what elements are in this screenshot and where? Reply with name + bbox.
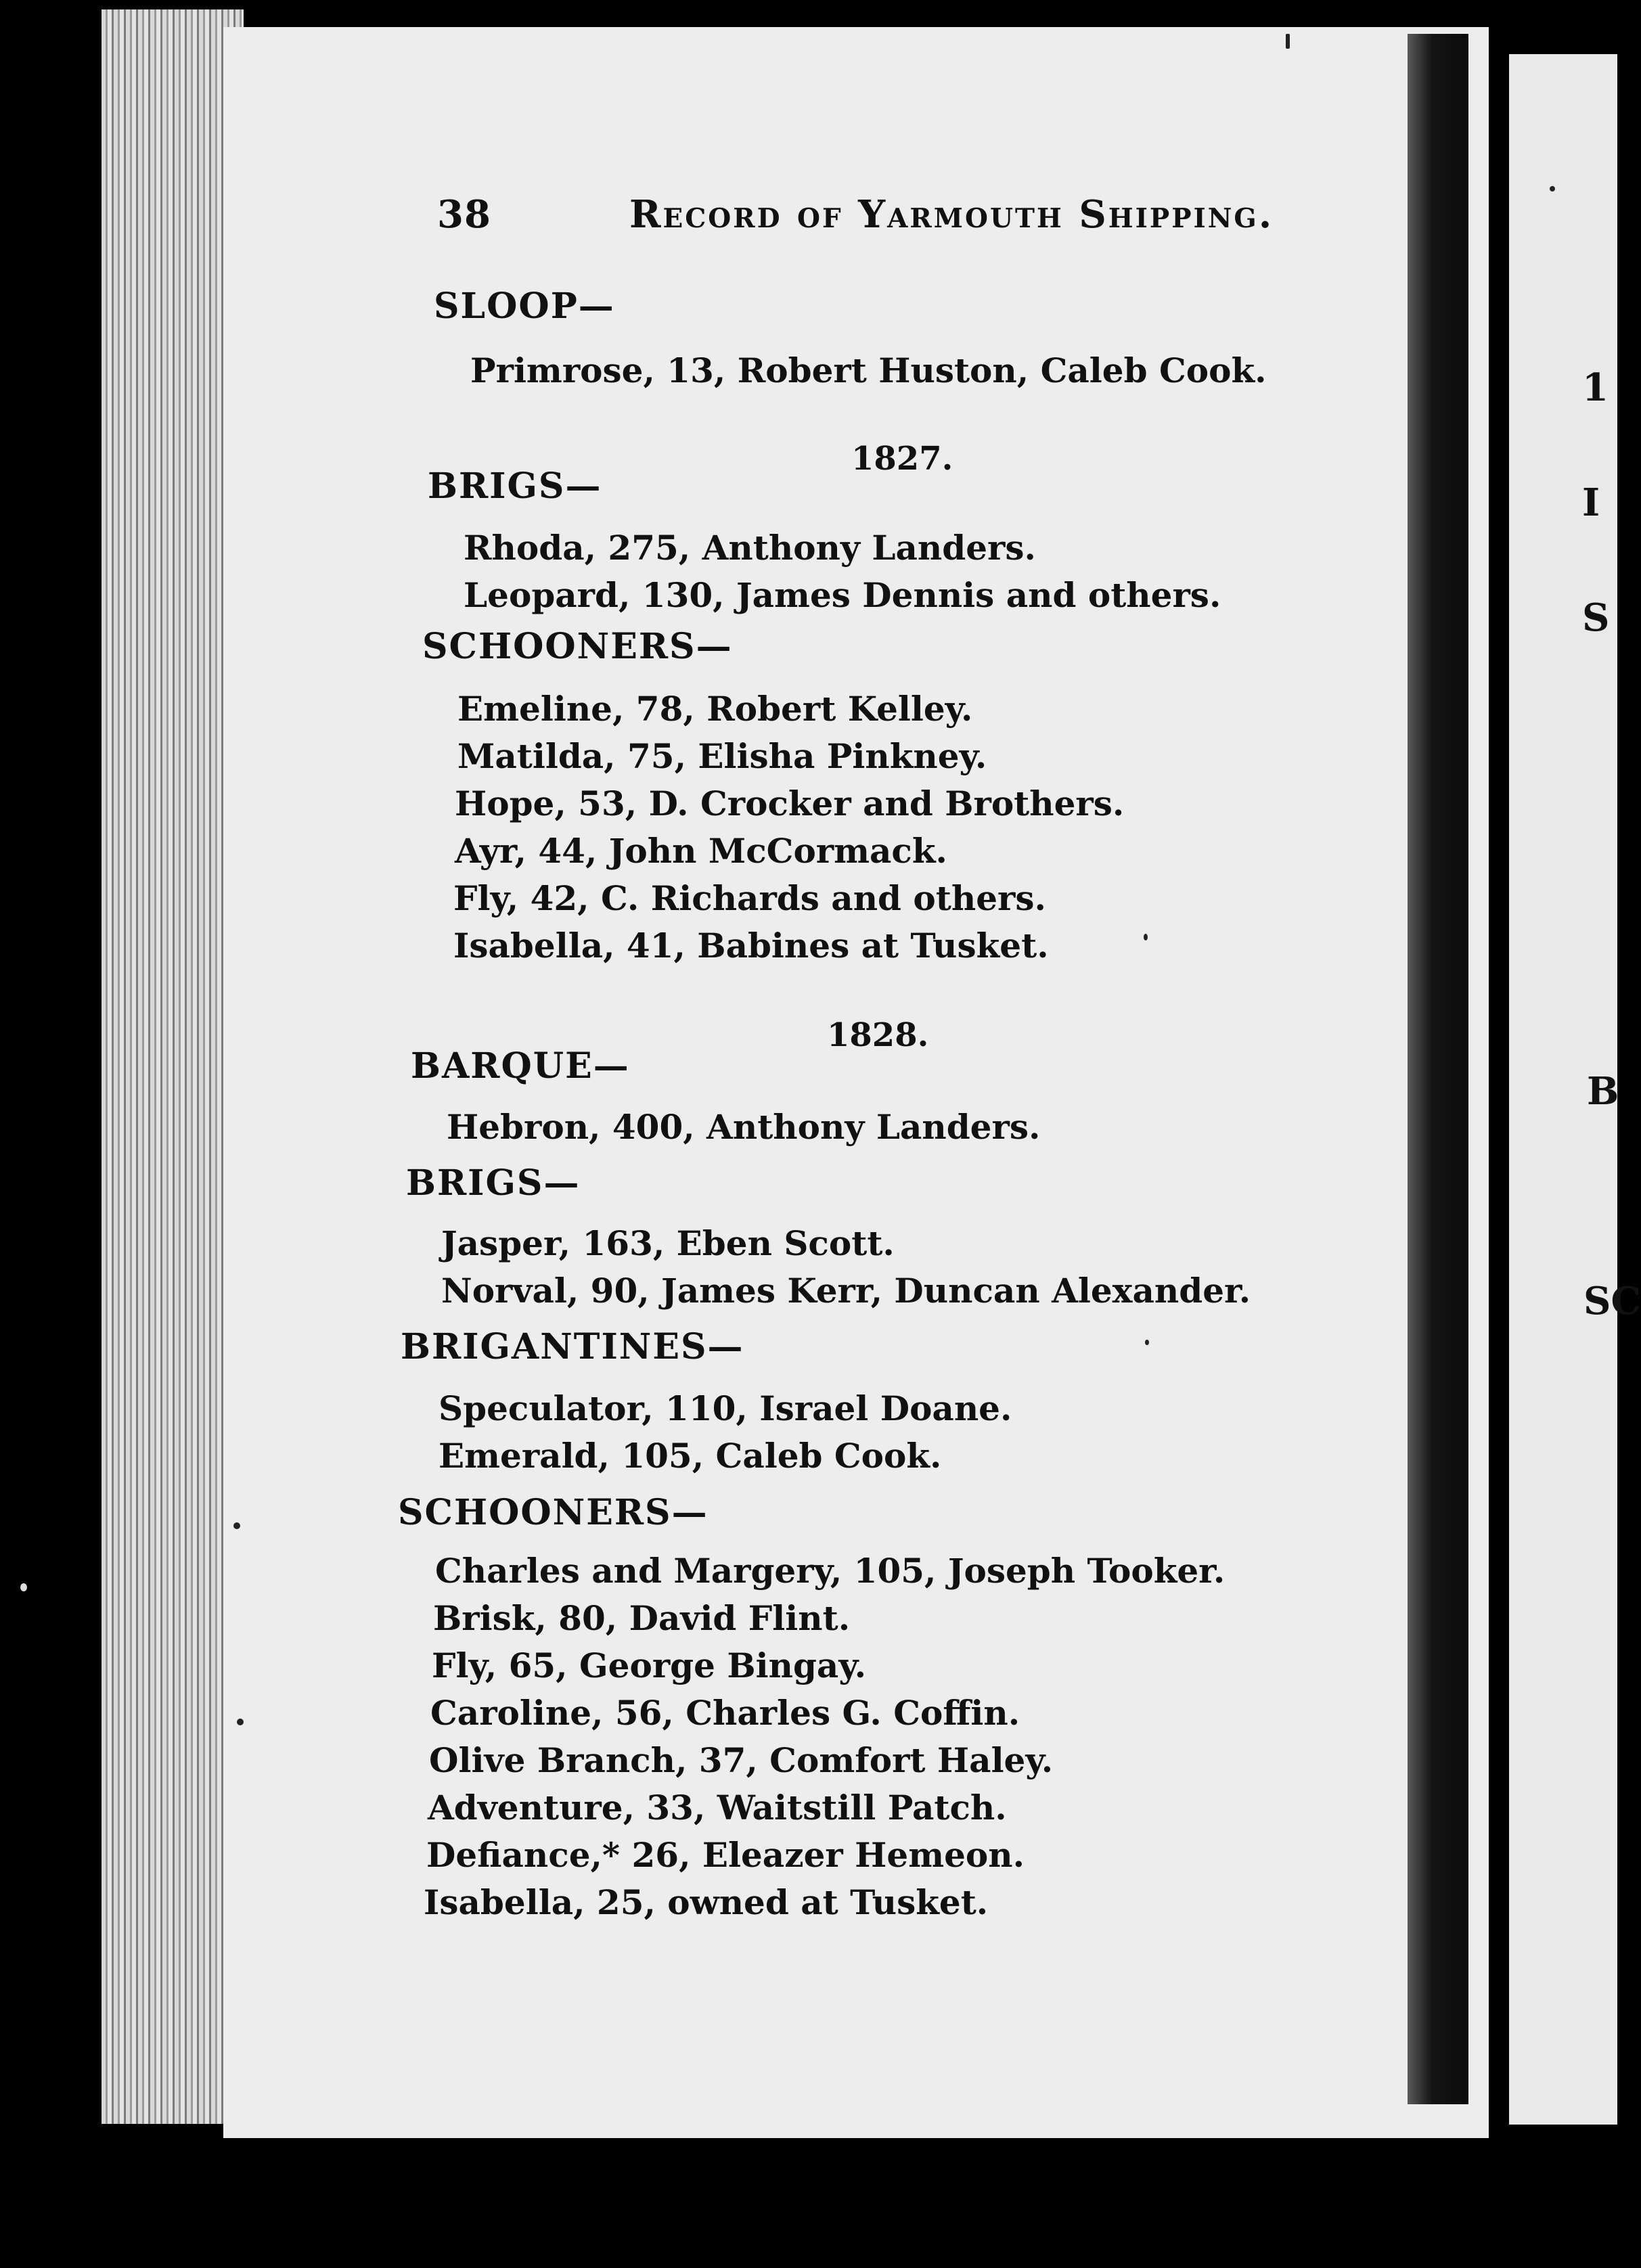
vessel-entry: Matilda, 75, Elisha Pinkney. (457, 736, 987, 776)
scan-speck (1144, 934, 1148, 940)
section-heading: BRIGS— (406, 1162, 581, 1204)
vessel-entry: Norval, 90, James Kerr, Duncan Alexander. (441, 1271, 1251, 1311)
vessel-entry: Fly, 42, C. Richards and others. (453, 878, 1046, 918)
vessel-entry: Rhoda, 275, Anthony Landers. (464, 528, 1036, 568)
vessel-entry: Jasper, 163, Eben Scott. (441, 1223, 895, 1263)
page-number: 38 (437, 192, 491, 237)
section-heading: BARQUE— (411, 1045, 630, 1087)
section-heading: SCHOONERS— (422, 626, 733, 667)
facing-page-char: B (1587, 1069, 1619, 1114)
scan-speck (237, 1719, 244, 1725)
year-heading: 1828. (827, 1016, 929, 1054)
vessel-entry: Brisk, 80, David Flint. (433, 1598, 851, 1638)
scan-speck (1550, 186, 1555, 191)
scan-speck (233, 1522, 240, 1529)
vessel-entry: Fly, 65, George Bingay. (432, 1646, 867, 1685)
vessel-entry: Speculator, 110, Israel Doane. (439, 1388, 1012, 1428)
vessel-entry: Caroline, 56, Charles G. Coffin. (430, 1693, 1020, 1733)
year-heading: 1827. (851, 440, 953, 478)
running-title: Record of Yarmouth Shipping. (629, 192, 1274, 237)
section-heading: SCHOONERS— (398, 1492, 709, 1533)
vessel-entry: Ayr, 44, John McCormack. (455, 831, 947, 871)
vessel-entry: Adventure, 33, Waitstill Patch. (428, 1788, 1007, 1828)
vessel-entry: Charles and Margery, 105, Joseph Tooker. (435, 1551, 1226, 1591)
scan-speck (1145, 1340, 1149, 1345)
facing-page-char: S (1582, 595, 1610, 640)
facing-page-char: 1 (1582, 365, 1609, 410)
section-heading: SLOOP— (434, 286, 615, 327)
facing-page-char: SC (1583, 1279, 1641, 1323)
vessel-entry: Emerald, 105, Caleb Cook. (439, 1436, 942, 1476)
vessel-entry: Hebron, 400, Anthony Landers. (447, 1107, 1041, 1147)
vessel-entry: Defiance,* 26, Eleazer Hemeon. (426, 1835, 1025, 1875)
vessel-entry: Isabella, 41, Babines at Tusket. (453, 926, 1049, 966)
scan-speck (1286, 34, 1290, 49)
vessel-entry: Leopard, 130, James Dennis and others. (464, 575, 1221, 615)
vessel-entry: Olive Branch, 37, Comfort Haley. (429, 1740, 1054, 1780)
scan-speck (20, 1583, 27, 1591)
section-heading: BRIGS— (428, 466, 602, 507)
vessel-entry: Hope, 53, D. Crocker and Brothers. (455, 784, 1125, 823)
vessel-entry: Primrose, 13, Robert Huston, Caleb Cook. (470, 350, 1267, 390)
section-heading: BRIGANTINES— (401, 1326, 744, 1367)
facing-page-char: I (1582, 480, 1600, 525)
book-page-edges (102, 9, 244, 2124)
gutter-shadow (1408, 34, 1468, 2104)
vessel-entry: Isabella, 25, owned at Tusket. (424, 1882, 989, 1922)
vessel-entry: Emeline, 78, Robert Kelley. (457, 689, 973, 729)
